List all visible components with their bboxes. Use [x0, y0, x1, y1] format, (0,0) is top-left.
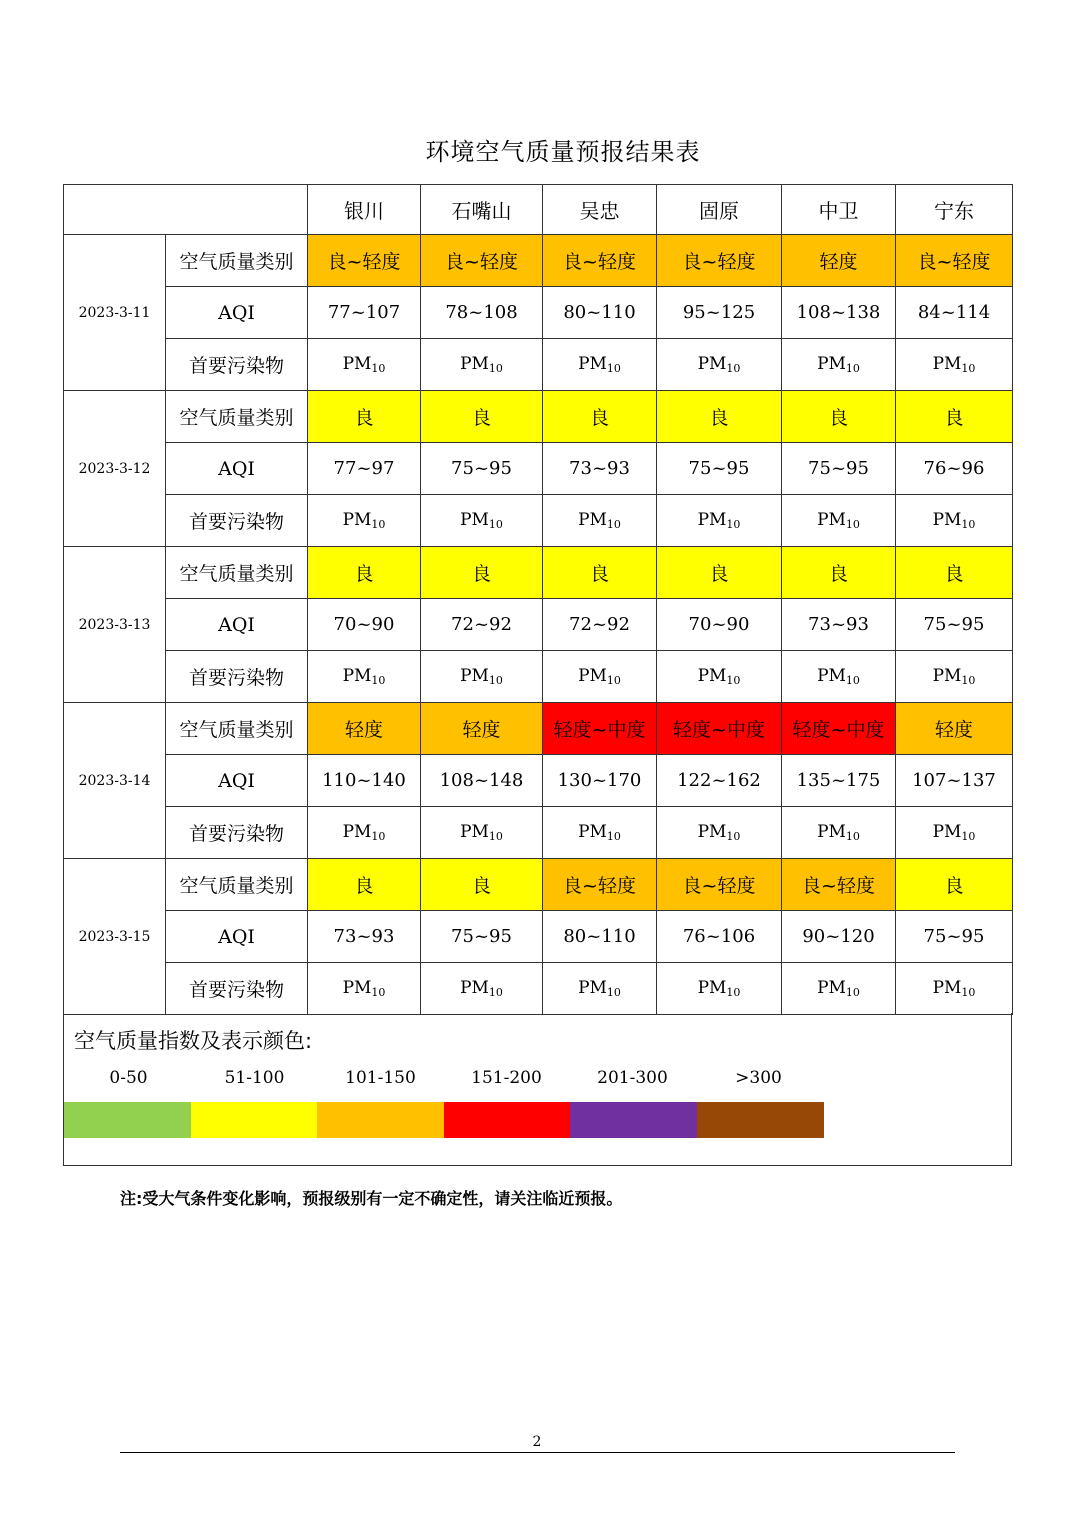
category-cell: 良~轻度 — [543, 235, 657, 287]
pollutant-cell — [421, 339, 543, 391]
city-header: 石嘴山 — [421, 185, 543, 235]
aqi-row — [64, 443, 1013, 495]
forecast-date: 2023-3-14 — [64, 703, 166, 859]
aqi-cell: 70~90 — [308, 599, 421, 651]
aqi-cell: 75~95 — [896, 911, 1013, 963]
aqi-row — [64, 599, 1013, 651]
pollutant-base: PM — [817, 666, 846, 686]
pollutant-cell — [896, 495, 1013, 547]
category-cell: 轻度 — [782, 235, 896, 287]
aqi-cell: 108~138 — [782, 287, 896, 339]
corner-cell — [64, 185, 308, 235]
category-row — [64, 391, 1013, 443]
legend-range-label: 0-50 — [109, 1068, 148, 1088]
pollutant-base: PM — [342, 510, 372, 530]
category-label: 空气质量类别 — [166, 703, 308, 755]
category-cell: 良 — [896, 859, 1013, 911]
pollutant-subscript: 10 — [726, 986, 741, 999]
legend-color-swatch — [317, 1102, 444, 1138]
pollutant-cell — [543, 963, 657, 1015]
pollutant-row — [64, 495, 1013, 547]
city-header: 吴忠 — [543, 185, 657, 235]
aqi-cell: 73~93 — [308, 911, 421, 963]
legend-color-swatch — [570, 1102, 697, 1138]
pollutant-subscript: 10 — [845, 986, 860, 999]
category-cell: 良 — [543, 391, 657, 443]
pollutant-subscript: 10 — [845, 830, 860, 843]
pollutant-base: PM — [932, 978, 962, 998]
category-row — [64, 547, 1013, 599]
aqi-cell: 107~137 — [896, 755, 1013, 807]
aqi-cell: 84~114 — [896, 287, 1013, 339]
pollutant-subscript: 10 — [488, 674, 503, 687]
category-cell: 良~轻度 — [308, 235, 421, 287]
pollutant-subscript: 10 — [606, 830, 621, 843]
pollutant-subscript: 10 — [488, 830, 503, 843]
aqi-cell: 130~170 — [543, 755, 657, 807]
aqi-cell: 75~95 — [657, 443, 782, 495]
category-cell: 良 — [657, 547, 782, 599]
pollutant-subscript: 10 — [961, 830, 976, 843]
category-cell: 轻度 — [896, 703, 1013, 755]
pollutant-subscript: 10 — [961, 986, 976, 999]
pollutant-row — [64, 339, 1013, 391]
aqi-cell: 75~95 — [421, 443, 543, 495]
pollutant-subscript: 10 — [488, 518, 503, 531]
pollutant-cell — [782, 807, 896, 859]
pollutant-cell — [421, 963, 543, 1015]
pollutant-subscript: 10 — [726, 362, 741, 375]
category-cell: 良~轻度 — [896, 235, 1013, 287]
city-header: 固原 — [657, 185, 782, 235]
aqi-cell: 80~110 — [543, 287, 657, 339]
category-label: 空气质量类别 — [166, 391, 308, 443]
category-row — [64, 859, 1013, 911]
pollutant-base: PM — [817, 510, 846, 530]
pollutant-subscript: 10 — [371, 674, 386, 687]
pollutant-cell — [657, 963, 782, 1015]
pollutant-base: PM — [460, 666, 489, 686]
category-cell: 良 — [421, 859, 543, 911]
category-cell: 良 — [543, 547, 657, 599]
pollutant-base: PM — [578, 822, 607, 842]
legend-range-label: 151-200 — [471, 1068, 542, 1088]
pollutant-subscript: 10 — [726, 830, 741, 843]
category-cell: 良 — [782, 391, 896, 443]
forecast-date: 2023-3-11 — [64, 235, 166, 391]
aqi-row — [64, 911, 1013, 963]
aqi-cell: 78~108 — [421, 287, 543, 339]
legend-title: 空气质量指数及表示颜色: — [74, 1029, 313, 1053]
pollutant-cell — [543, 339, 657, 391]
category-cell: 良 — [896, 391, 1013, 443]
aqi-cell: 95~125 — [657, 287, 782, 339]
pollutant-label: 首要污染物 — [166, 651, 308, 703]
pollutant-base: PM — [460, 354, 489, 374]
aqi-cell: 122~162 — [657, 755, 782, 807]
category-cell: 轻度 — [308, 703, 421, 755]
pollutant-cell — [896, 651, 1013, 703]
pollutant-subscript: 10 — [845, 362, 860, 375]
pollutant-row — [64, 651, 1013, 703]
aqi-cell: 108~148 — [421, 755, 543, 807]
pollutant-base: PM — [578, 354, 607, 374]
aqi-label: AQI — [166, 755, 308, 807]
legend-range-label: 51-100 — [224, 1068, 285, 1088]
pollutant-subscript: 10 — [371, 830, 386, 843]
category-cell: 轻度~中度 — [543, 703, 657, 755]
legend-color-swatch — [444, 1102, 571, 1138]
category-label: 空气质量类别 — [166, 547, 308, 599]
pollutant-subscript: 10 — [488, 986, 503, 999]
pollutant-base: PM — [460, 510, 489, 530]
category-cell: 良~轻度 — [543, 859, 657, 911]
pollutant-label: 首要污染物 — [166, 339, 308, 391]
pollutant-base: PM — [460, 822, 489, 842]
legend-color-swatch — [191, 1102, 318, 1138]
aqi-cell: 77~97 — [308, 443, 421, 495]
category-label: 空气质量类别 — [166, 859, 308, 911]
aqi-label: AQI — [166, 599, 308, 651]
pollutant-subscript: 10 — [488, 362, 503, 375]
pollutant-base: PM — [932, 666, 962, 686]
pollutant-cell — [896, 339, 1013, 391]
forecast-date: 2023-3-13 — [64, 547, 166, 703]
pollutant-base: PM — [697, 510, 727, 530]
pollutant-base: PM — [817, 822, 846, 842]
city-header: 银川 — [308, 185, 421, 235]
pollutant-label: 首要污染物 — [166, 495, 308, 547]
forecast-date: 2023-3-15 — [64, 859, 166, 1015]
aqi-label: AQI — [166, 911, 308, 963]
category-cell: 良 — [421, 547, 543, 599]
pollutant-base: PM — [817, 978, 846, 998]
aqi-cell: 72~92 — [421, 599, 543, 651]
aqi-cell: 77~107 — [308, 287, 421, 339]
pollutant-cell — [657, 495, 782, 547]
pollutant-subscript: 10 — [371, 518, 386, 531]
page-number: 2 — [532, 1434, 542, 1450]
aqi-cell: 73~93 — [782, 599, 896, 651]
legend-range-label: >300 — [735, 1068, 782, 1088]
category-cell: 良 — [308, 391, 421, 443]
pollutant-base: PM — [697, 822, 727, 842]
category-cell: 良~轻度 — [782, 859, 896, 911]
pollutant-cell — [421, 651, 543, 703]
pollutant-base: PM — [697, 978, 727, 998]
aqi-cell: 73~93 — [543, 443, 657, 495]
category-cell: 轻度~中度 — [657, 703, 782, 755]
legend-range-label: 101-150 — [345, 1068, 416, 1088]
header-row — [64, 185, 1013, 235]
pollutant-cell — [421, 807, 543, 859]
pollutant-subscript: 10 — [726, 518, 741, 531]
aqi-cell: 80~110 — [543, 911, 657, 963]
legend-color-swatch — [697, 1102, 824, 1138]
category-cell: 良 — [896, 547, 1013, 599]
pollutant-base: PM — [342, 666, 372, 686]
aqi-row — [64, 755, 1013, 807]
category-cell: 良 — [782, 547, 896, 599]
pollutant-cell — [782, 963, 896, 1015]
pollutant-cell — [782, 651, 896, 703]
aqi-label: AQI — [166, 287, 308, 339]
pollutant-cell — [543, 807, 657, 859]
aqi-label: AQI — [166, 443, 308, 495]
pollutant-base: PM — [578, 510, 607, 530]
pollutant-base: PM — [342, 978, 372, 998]
pollutant-cell — [657, 339, 782, 391]
pollutant-base: PM — [697, 354, 727, 374]
aqi-cell: 75~95 — [421, 911, 543, 963]
pollutant-base: PM — [578, 978, 607, 998]
pollutant-cell — [308, 651, 421, 703]
pollutant-row — [64, 807, 1013, 859]
pollutant-subscript: 10 — [606, 674, 621, 687]
category-cell: 良 — [421, 391, 543, 443]
pollutant-base: PM — [460, 978, 489, 998]
pollutant-base: PM — [932, 822, 962, 842]
category-cell: 轻度 — [421, 703, 543, 755]
pollutant-label: 首要污染物 — [166, 807, 308, 859]
pollutant-subscript: 10 — [961, 518, 976, 531]
pollutant-subscript: 10 — [606, 518, 621, 531]
aqi-cell: 76~106 — [657, 911, 782, 963]
category-cell: 轻度~中度 — [782, 703, 896, 755]
pollutant-subscript: 10 — [606, 986, 621, 999]
aqi-cell: 135~175 — [782, 755, 896, 807]
pollutant-subscript: 10 — [845, 674, 860, 687]
aqi-cell: 72~92 — [543, 599, 657, 651]
pollutant-cell — [657, 807, 782, 859]
pollutant-subscript: 10 — [961, 362, 976, 375]
pollutant-base: PM — [342, 354, 372, 374]
pollutant-cell — [543, 495, 657, 547]
category-label: 空气质量类别 — [166, 235, 308, 287]
pollutant-base: PM — [578, 666, 607, 686]
category-row — [64, 703, 1013, 755]
pollutant-cell — [657, 651, 782, 703]
pollutant-base: PM — [697, 666, 727, 686]
forecast-note: 注:受大气条件变化影响，预报级别有一定不确定性，请关注临近预报。 — [120, 1189, 623, 1208]
pollutant-row — [64, 963, 1013, 1015]
forecast-date: 2023-3-12 — [64, 391, 166, 547]
city-header: 宁东 — [896, 185, 1013, 235]
aqi-cell: 90~120 — [782, 911, 896, 963]
pollutant-cell — [782, 495, 896, 547]
legend-color-swatch — [64, 1102, 191, 1138]
category-cell: 良 — [308, 859, 421, 911]
aqi-cell: 70~90 — [657, 599, 782, 651]
pollutant-subscript: 10 — [371, 986, 386, 999]
aqi-cell: 75~95 — [782, 443, 896, 495]
aqi-cell: 110~140 — [308, 755, 421, 807]
category-cell: 良~轻度 — [421, 235, 543, 287]
legend-range-label: 201-300 — [597, 1068, 668, 1088]
pollutant-base: PM — [342, 822, 372, 842]
city-header: 中卫 — [782, 185, 896, 235]
pollutant-cell — [421, 495, 543, 547]
pollutant-base: PM — [932, 510, 962, 530]
category-cell: 良~轻度 — [657, 235, 782, 287]
pollutant-cell — [308, 963, 421, 1015]
footer-divider — [120, 1452, 955, 1453]
pollutant-subscript: 10 — [961, 674, 976, 687]
pollutant-base: PM — [817, 354, 846, 374]
forecast-table — [63, 184, 1013, 1015]
aqi-row — [64, 287, 1013, 339]
pollutant-subscript: 10 — [726, 674, 741, 687]
pollutant-subscript: 10 — [845, 518, 860, 531]
aqi-cell: 75~95 — [896, 599, 1013, 651]
pollutant-cell — [308, 807, 421, 859]
pollutant-cell — [308, 339, 421, 391]
category-row — [64, 235, 1013, 287]
pollutant-label: 首要污染物 — [166, 963, 308, 1015]
pollutant-subscript: 10 — [606, 362, 621, 375]
pollutant-subscript: 10 — [371, 362, 386, 375]
page-title: 环境空气质量预报结果表 — [425, 138, 701, 166]
category-cell: 良 — [308, 547, 421, 599]
category-cell: 良 — [657, 391, 782, 443]
pollutant-base: PM — [932, 354, 962, 374]
aqi-legend — [63, 1013, 1012, 1166]
pollutant-cell — [896, 963, 1013, 1015]
pollutant-cell — [543, 651, 657, 703]
pollutant-cell — [896, 807, 1013, 859]
pollutant-cell — [782, 339, 896, 391]
category-cell: 良~轻度 — [657, 859, 782, 911]
aqi-cell: 76~96 — [896, 443, 1013, 495]
pollutant-cell — [308, 495, 421, 547]
